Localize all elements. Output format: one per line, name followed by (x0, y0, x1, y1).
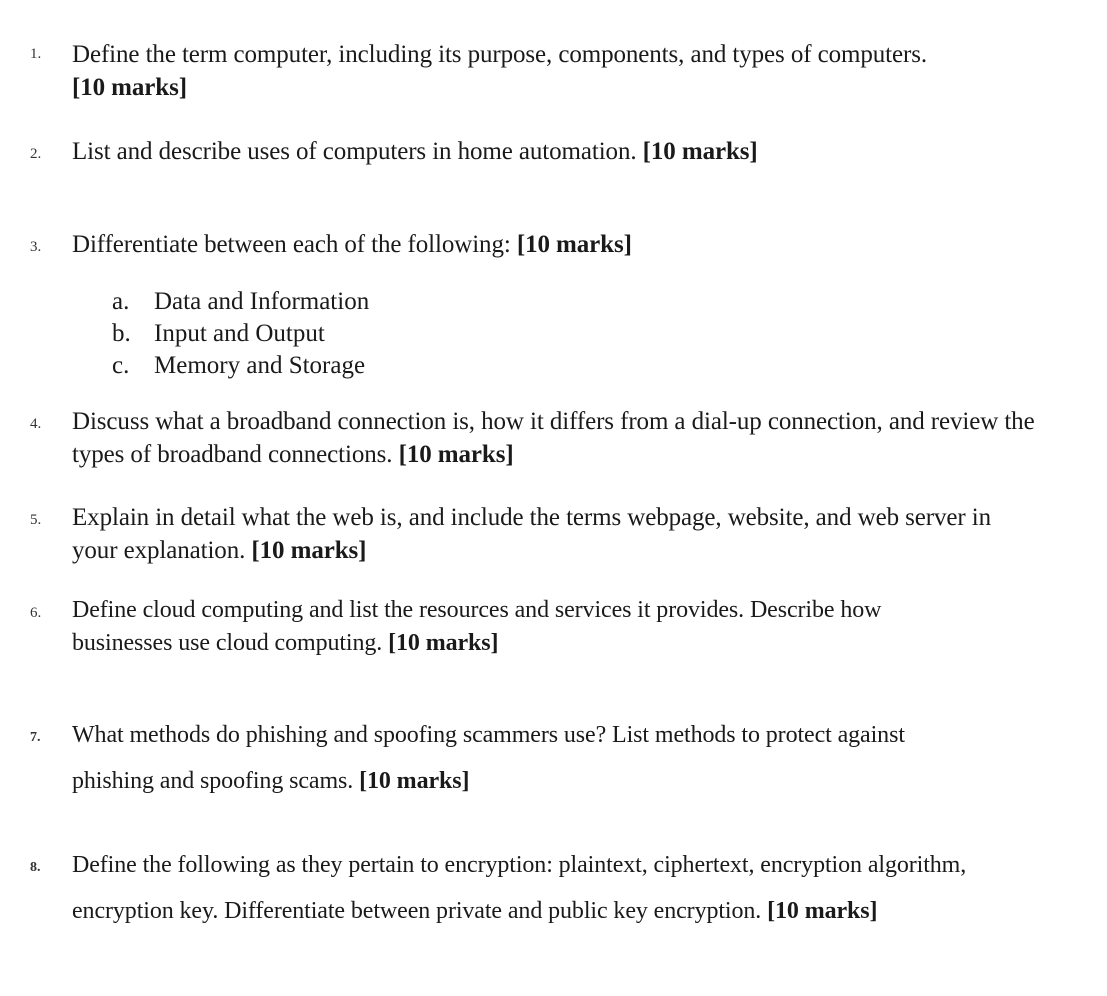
question-text (72, 501, 1007, 567)
sub-item-text: Input and Output (154, 320, 325, 347)
question-number: 8. (30, 860, 41, 875)
sub-item-b (112, 318, 325, 350)
sub-item-letter: b. (112, 320, 131, 347)
question-number: 5. (30, 512, 42, 528)
question-body: What methods do phishing and spoofing scammers use? List methods to protect against phishing and spoofing scams. (72, 722, 905, 794)
question-marks: [10 marks] (388, 630, 499, 656)
question-marks: [10 marks] (767, 898, 878, 924)
question-number: 4. (30, 416, 42, 432)
question-number: 6. (30, 605, 42, 621)
question-body: Discuss what a broadband connection is, how it differs from a dial-up connection, and review the types of broadband connections. (72, 408, 1035, 468)
question-marks: [10 marks] (359, 768, 470, 794)
question-number: 2. (30, 146, 42, 162)
question-number: 3. (30, 239, 42, 255)
sub-item-a (112, 286, 369, 318)
question-number: 1. (30, 46, 42, 62)
question-body: Explain in detail what the web is, and include the terms webpage, website, and web server in your explanation. (72, 504, 991, 564)
question-body: Differentiate between each of the following: (72, 231, 511, 258)
question-text (72, 842, 1047, 934)
sub-item-letter: c. (112, 352, 130, 379)
question-text (72, 228, 1072, 261)
question-text (72, 594, 952, 660)
question-marks: [10 marks] (516, 231, 632, 258)
question-text (72, 135, 1072, 168)
sub-item-c (112, 350, 365, 382)
sub-item-text: Data and Information (154, 288, 370, 315)
question-number: 7. (30, 730, 41, 745)
sub-item-text: Memory and Storage (154, 352, 366, 379)
question-text (72, 405, 1037, 471)
sub-item-letter: a. (112, 288, 130, 315)
question-text (72, 38, 1032, 104)
question-marks: [10 marks] (642, 138, 758, 165)
question-body: Define cloud computing and list the resources and services it provides. Describe how businesses use cloud computing. (72, 597, 882, 656)
question-marks: [10 marks] (398, 441, 514, 468)
question-body: Define the following as they pertain to encryption: plaintext, ciphertext, encryption algorithm, encryption key. Differentiate between private and public key encryption. (72, 852, 967, 924)
question-marks: [10 marks] (72, 74, 187, 101)
question-text (72, 712, 972, 804)
question-body: List and describe uses of computers in home automation. (72, 138, 637, 165)
question-body: Define the term computer, including its purpose, components, and types of computers. (72, 41, 927, 68)
question-marks: [10 marks] (251, 537, 367, 564)
